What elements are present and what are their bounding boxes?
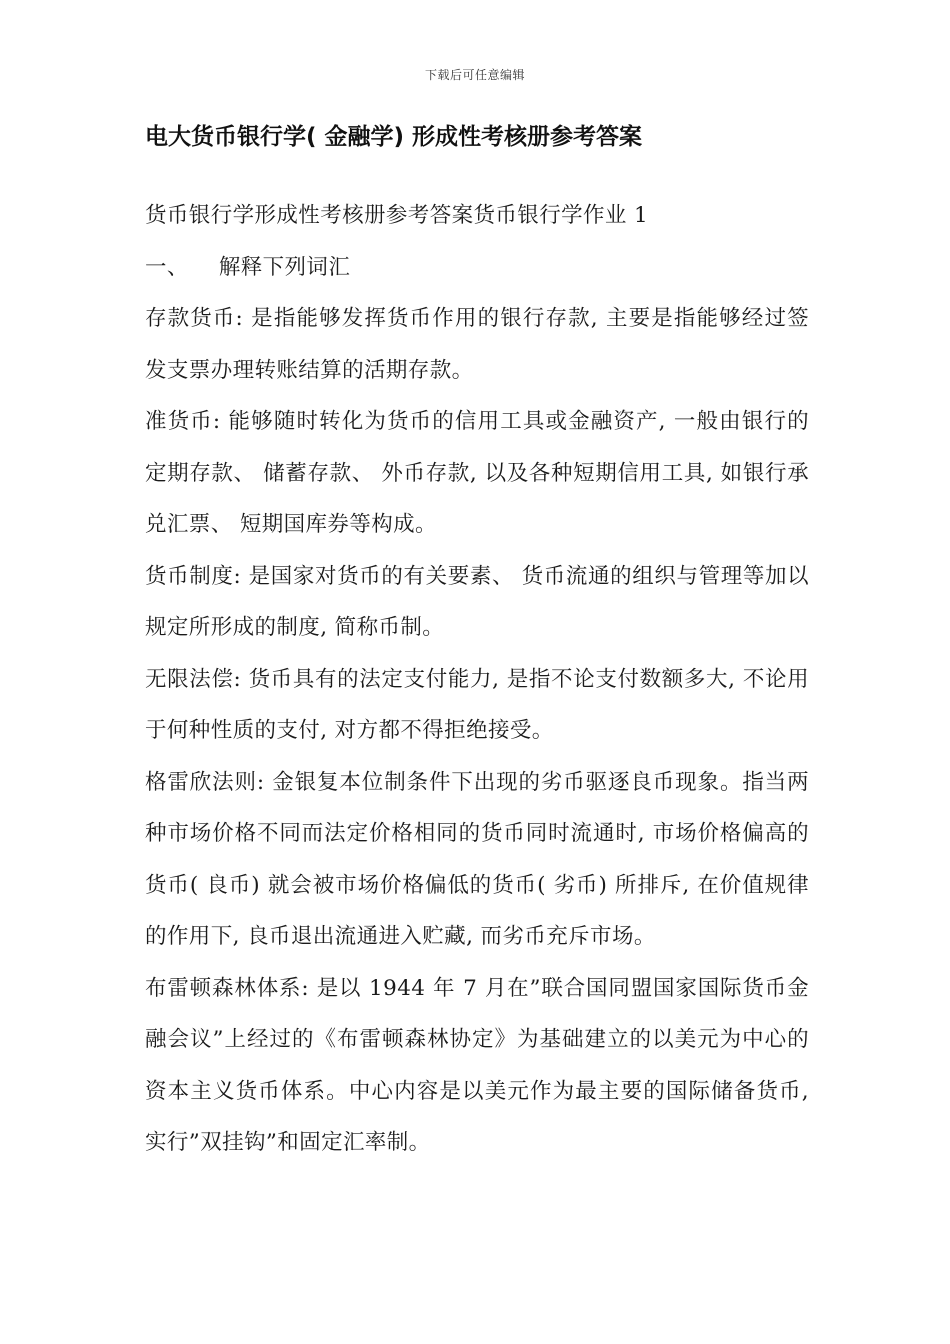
document-title: 电大货币银行学( 金融学) 形成性考核册参考答案 xyxy=(145,124,643,150)
section-heading xyxy=(145,242,809,294)
paragraph-bretton-woods: 布雷顿森林体系: 是以 1944 年 7 月在”联合国同盟国家国际货币金融会议”上经过的《布雷顿森林协定》为基础建立的以美元为中心的资本主义货币体系。中心内容是以美元作为最主要的国际储备货币, 实行”双挂钩”和固定汇率制。 xyxy=(145,975,809,1155)
section-number: 一、 xyxy=(145,254,189,280)
document-body xyxy=(145,190,809,1169)
subtitle: 货币银行学形成性考核册参考答案货币银行学作业 1 xyxy=(145,203,649,228)
section-heading-text: 解释下列词汇 xyxy=(218,254,351,280)
paragraph-deposit-money: 存款货币: 是指能够发挥货币作用的银行存款, 主要是指能够经过签发支票办理转账结算的活期存款。 xyxy=(145,306,809,383)
paragraph-greshams-law: 格雷欣法则: 金银复本位制条件下出现的劣币驱逐良币现象。指当两种市场价格不同而法定价格相同的货币同时流通时, 市场价格偏高的货币( 良币) 就会被市场价格偏低的货币( 劣币) 所排斥, 在价值规律的作用下, 良币退出流通进入贮藏, 而劣币充斥市场。 xyxy=(145,769,809,949)
header-note: 下载后可任意编辑 xyxy=(424,68,525,82)
paragraph-quasi-money: 准货币: 能够随时转化为货币的信用工具或金融资产, 一般由银行的定期存款、 储蓄存款、 外币存款, 以及各种短期信用工具, 如银行承兑汇票、 短期国库券等构成。 xyxy=(145,409,809,537)
paragraph-unlimited-legal-tender: 无限法偿: 货币具有的法定支付能力, 是指不论支付数额多大, 不论用于何种性质的支付, 对方都不得拒绝接受。 xyxy=(145,666,809,743)
paragraph-monetary-system: 货币制度: 是国家对货币的有关要素、 货币流通的组织与管理等加以规定所形成的制度, 简称币制。 xyxy=(145,563,809,640)
